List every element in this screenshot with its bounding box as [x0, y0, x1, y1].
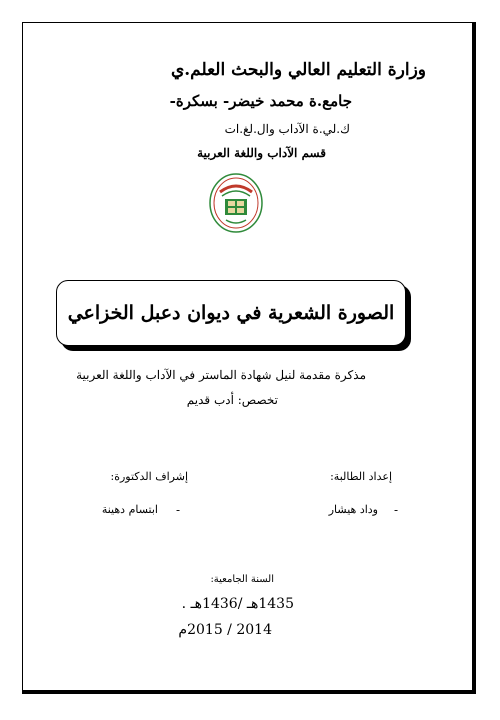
academic-year-label: السنة الجامعية:: [210, 574, 274, 585]
student-dash: -: [393, 503, 398, 517]
memo-description: مذكرة مقدمة لنيل شهادة الماستر في الآداب واللغة العربية: [76, 368, 366, 382]
department-heading: قسم الآداب واللغة العربية: [197, 146, 326, 160]
supervisor-dash: -: [175, 503, 180, 517]
university-heading: جامع.ة محمد خيضر- بسكرة-: [169, 92, 352, 110]
gregorian-year: 2014 / 2015م: [178, 622, 272, 638]
thesis-title-box: [56, 280, 406, 346]
thesis-title: الصورة الشعرية في ديوان دعبل الخزاعي: [67, 302, 395, 324]
prepared-by-label: إعداد الطالبة:: [330, 470, 392, 483]
hijri-year: 1435هـ /1436هـ .: [181, 596, 294, 612]
supervisor-name: ابتسام دهينة: [101, 503, 158, 516]
faculty-heading: ك.لي.ة الآداب وال.لغ.ات: [224, 122, 350, 136]
university-seal-icon: [208, 172, 264, 234]
supervisor-label: إشراف الدكتورة:: [110, 470, 188, 483]
ministry-heading: وزارة التعليم العالي والبحث العلم.ي: [170, 60, 426, 80]
student-name: وداد هيشار: [328, 503, 378, 516]
specialty-line: تخصص: أدب قديم: [186, 393, 278, 407]
